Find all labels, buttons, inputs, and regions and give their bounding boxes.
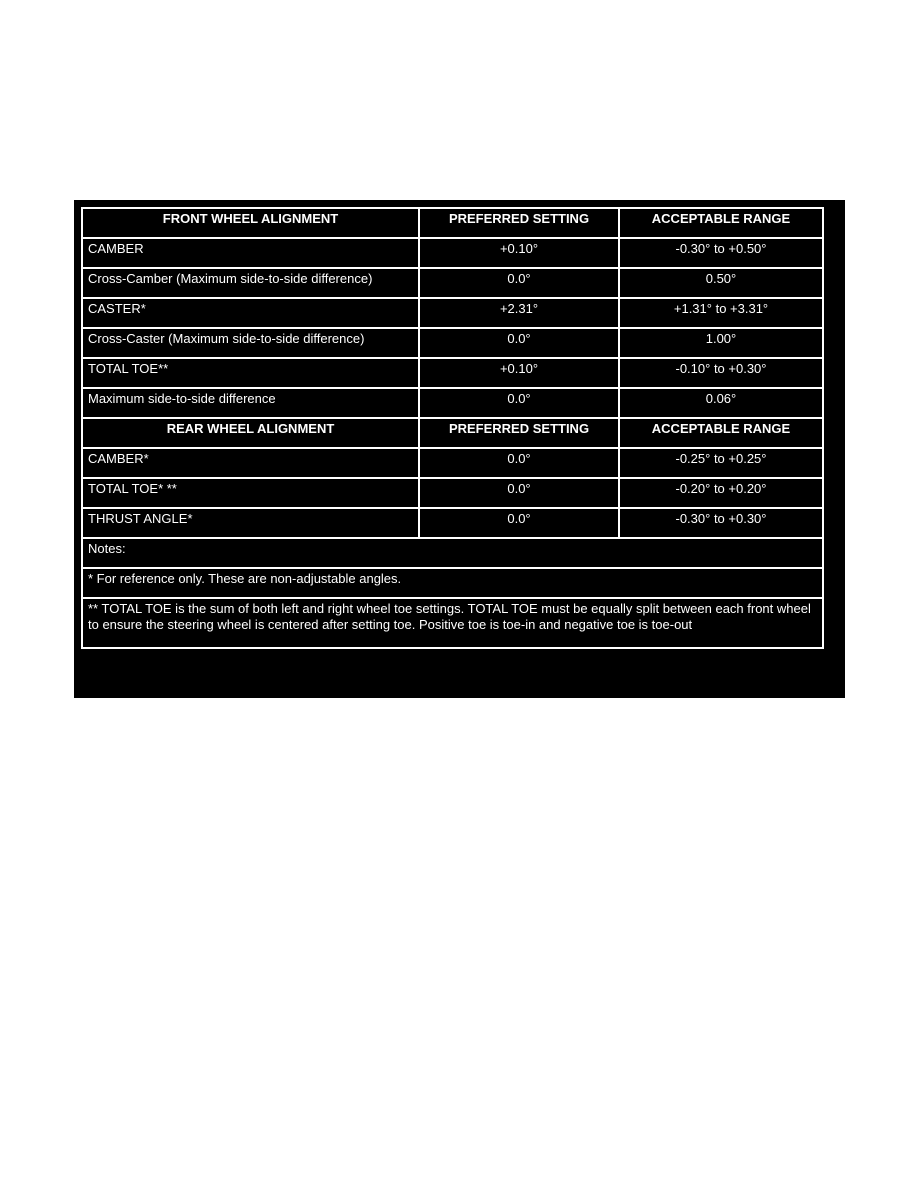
table-row	[82, 238, 823, 268]
table-row	[82, 478, 823, 508]
range-value: 0.50°	[619, 268, 823, 298]
spec-label: THRUST ANGLE*	[82, 508, 419, 538]
preferred-setting-header: PREFERRED SETTING	[419, 418, 619, 448]
note-row	[82, 598, 823, 648]
preferred-value: +0.10°	[419, 238, 619, 268]
spec-label: Cross-Camber (Maximum side-to-side difference)	[82, 268, 419, 298]
range-value: 1.00°	[619, 328, 823, 358]
preferred-value: 0.0°	[419, 388, 619, 418]
acceptable-range-header: ACCEPTABLE RANGE	[619, 418, 823, 448]
spec-label: CAMBER	[82, 238, 419, 268]
preferred-value: 0.0°	[419, 328, 619, 358]
range-value: -0.30° to +0.30°	[619, 508, 823, 538]
front-header-row	[82, 208, 823, 238]
rear-header-row	[82, 418, 823, 448]
preferred-value: +0.10°	[419, 358, 619, 388]
range-value: -0.10° to +0.30°	[619, 358, 823, 388]
preferred-value: 0.0°	[419, 448, 619, 478]
notes-title-row	[82, 538, 823, 568]
preferred-value: 0.0°	[419, 268, 619, 298]
range-value: +1.31° to +3.31°	[619, 298, 823, 328]
range-value: -0.20° to +0.20°	[619, 478, 823, 508]
range-value: -0.30° to +0.50°	[619, 238, 823, 268]
table-row	[82, 298, 823, 328]
preferred-value: 0.0°	[419, 478, 619, 508]
table-row	[82, 358, 823, 388]
preferred-value: 0.0°	[419, 508, 619, 538]
spec-label: Cross-Caster (Maximum side-to-side difference)	[82, 328, 419, 358]
table-row	[82, 388, 823, 418]
rear-section-title: REAR WHEEL ALIGNMENT	[82, 418, 419, 448]
range-value: -0.25° to +0.25°	[619, 448, 823, 478]
table-row	[82, 448, 823, 478]
range-value: 0.06°	[619, 388, 823, 418]
acceptable-range-header: ACCEPTABLE RANGE	[619, 208, 823, 238]
table-row	[82, 508, 823, 538]
table-row	[82, 328, 823, 358]
notes-title: Notes:	[82, 538, 823, 568]
note-row	[82, 568, 823, 598]
spec-label: CAMBER*	[82, 448, 419, 478]
spec-label: Maximum side-to-side difference	[82, 388, 419, 418]
spec-label: CASTER*	[82, 298, 419, 328]
alignment-spec-panel	[74, 200, 845, 698]
preferred-setting-header: PREFERRED SETTING	[419, 208, 619, 238]
preferred-value: +2.31°	[419, 298, 619, 328]
front-section-title: FRONT WHEEL ALIGNMENT	[82, 208, 419, 238]
total-toe-note: ** TOTAL TOE is the sum of both left and right wheel toe settings. TOTAL TOE must be equally split between each front wheel to ensure the steering wheel is centered after setting toe. Positive toe is toe-in and negative toe is toe-out	[82, 598, 823, 648]
reference-only-note: * For reference only. These are non-adjustable angles.	[82, 568, 823, 598]
alignment-spec-table	[81, 207, 824, 649]
table-row	[82, 268, 823, 298]
spec-label: TOTAL TOE**	[82, 358, 419, 388]
spec-label: TOTAL TOE* **	[82, 478, 419, 508]
